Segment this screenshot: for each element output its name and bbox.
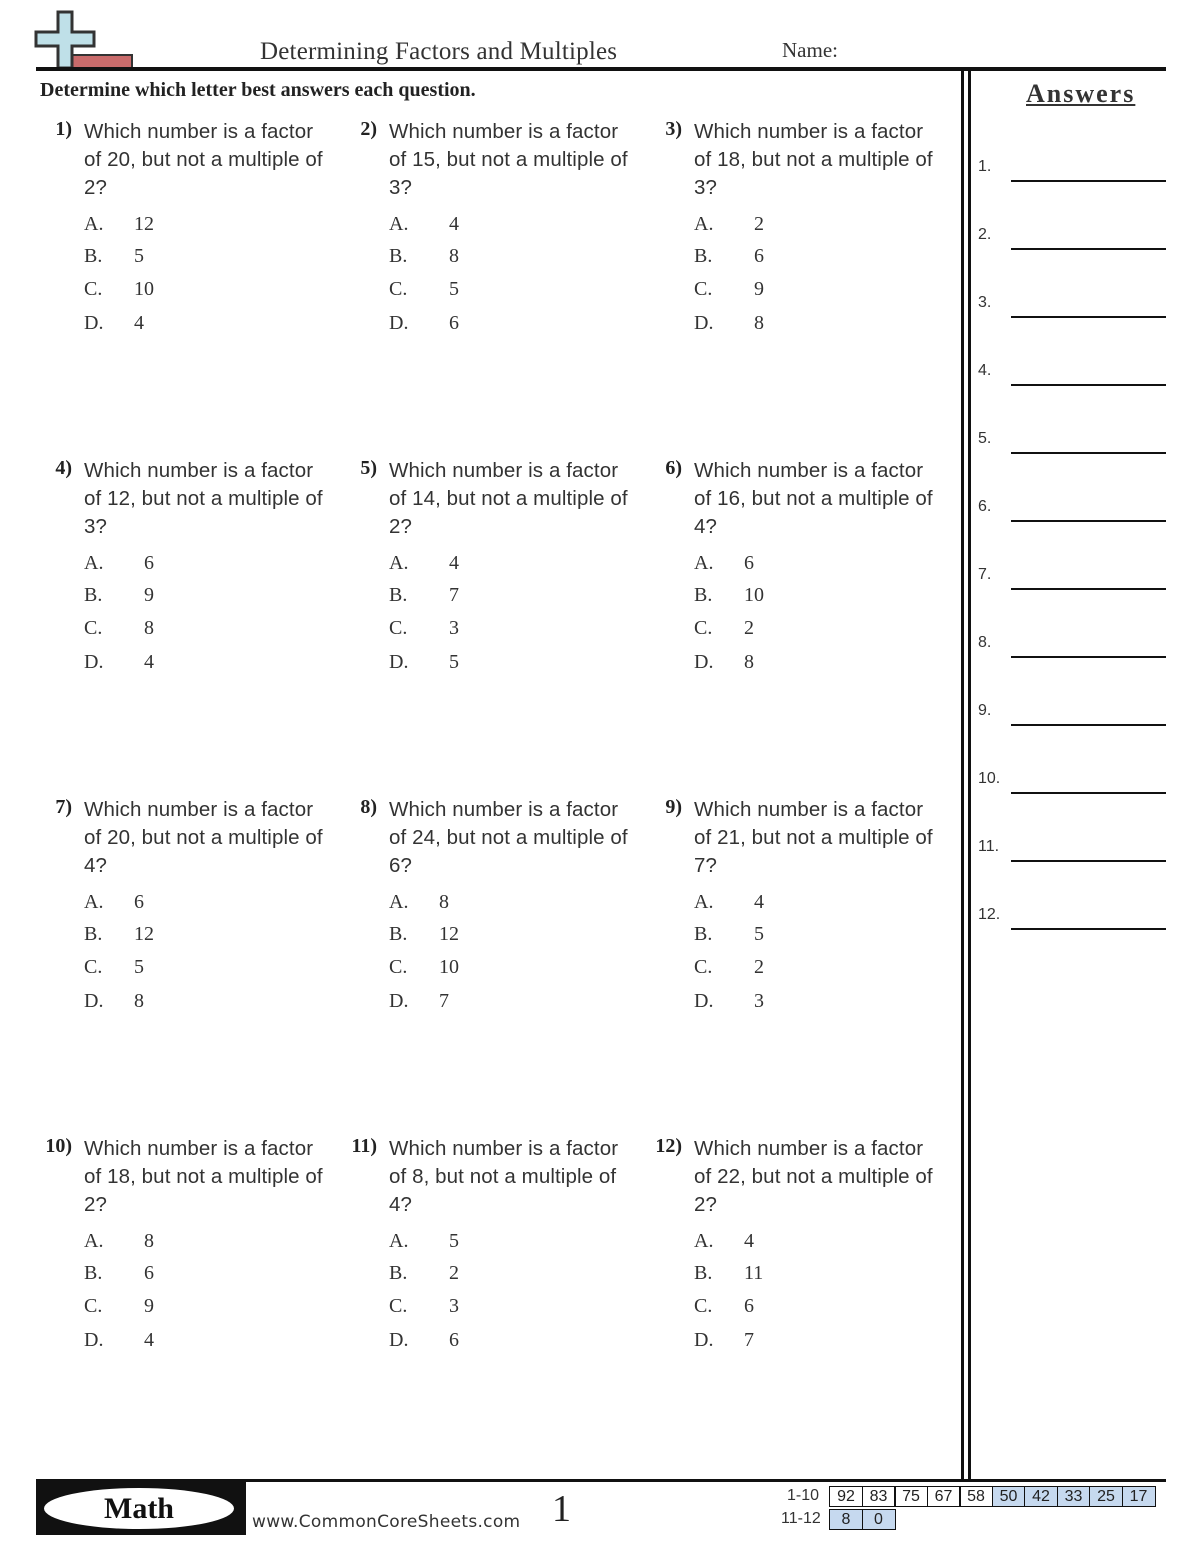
answer-option[interactable] <box>389 245 589 275</box>
option-value: 4 <box>134 312 144 334</box>
question-text: Which number is a factor of 16, but not a multiple of 4? <box>694 459 933 538</box>
option-value: 9 <box>754 278 764 300</box>
option-value: 11 <box>744 1262 764 1284</box>
option-value: 3 <box>449 1295 459 1317</box>
answer-option[interactable] <box>694 1262 894 1292</box>
score-cell: 92 <box>829 1486 863 1507</box>
question-text: Which number is a factor of 18, but not a multiple of 2? <box>84 1137 323 1216</box>
answer-option[interactable] <box>84 1230 284 1260</box>
answer-option[interactable] <box>389 278 589 308</box>
option-value: 5 <box>449 651 459 673</box>
answer-option[interactable] <box>84 891 284 921</box>
math-logo-icon <box>30 10 140 72</box>
question-number: 10) <box>45 1135 72 1157</box>
score-cell: 58 <box>959 1486 993 1507</box>
option-letter: C. <box>389 956 408 978</box>
option-letter: C. <box>84 617 103 639</box>
option-value: 6 <box>754 245 764 267</box>
page-number: 1 <box>552 1488 571 1530</box>
option-value: 6 <box>144 552 154 574</box>
answer-option[interactable] <box>389 990 589 1020</box>
option-letter: A. <box>389 1230 409 1252</box>
option-letter: B. <box>694 1262 713 1284</box>
option-letter: C. <box>694 617 713 639</box>
question-number: 4) <box>55 457 72 479</box>
question-number: 1) <box>55 118 72 140</box>
option-value: 3 <box>754 990 764 1012</box>
answer-option[interactable] <box>84 584 284 614</box>
option-letter: D. <box>389 1329 409 1351</box>
question-text: Which number is a factor of 12, but not a multiple of 3? <box>84 459 323 538</box>
option-value: 4 <box>449 213 459 235</box>
option-value: 3 <box>449 617 459 639</box>
option-letter: A. <box>389 552 409 574</box>
option-value: 8 <box>754 312 764 334</box>
score-cell: 42 <box>1024 1486 1058 1507</box>
answer-option[interactable] <box>694 213 894 243</box>
score-row-label: 1-10 <box>787 1487 820 1504</box>
option-letter: D. <box>389 312 409 334</box>
option-letter: C. <box>84 956 103 978</box>
question-text: Which number is a factor of 20, but not a multiple of 4? <box>84 798 323 877</box>
score-cell: 0 <box>862 1509 896 1530</box>
option-letter: D. <box>84 990 104 1012</box>
option-letter: D. <box>389 990 409 1012</box>
option-value: 5 <box>134 245 144 267</box>
option-letter: C. <box>84 1295 103 1317</box>
answer-option[interactable] <box>84 278 284 308</box>
question-text: Which number is a factor of 20, but not a multiple of 2? <box>84 120 323 199</box>
option-value: 8 <box>134 990 144 1012</box>
answer-option[interactable] <box>389 891 589 921</box>
answer-blank[interactable] <box>1011 860 1166 862</box>
option-letter: B. <box>389 923 408 945</box>
answer-option[interactable] <box>84 1329 284 1359</box>
answer-option[interactable] <box>694 245 894 275</box>
option-value: 6 <box>449 312 459 334</box>
answer-option[interactable] <box>389 651 589 681</box>
option-letter: A. <box>389 213 409 235</box>
answer-row <box>978 770 1168 800</box>
option-value: 7 <box>744 1329 754 1351</box>
option-value: 6 <box>449 1329 459 1351</box>
option-letter: A. <box>694 552 714 574</box>
score-cell: 33 <box>1057 1486 1091 1507</box>
score-cell: 25 <box>1089 1486 1123 1507</box>
option-letter: D. <box>694 1329 714 1351</box>
instructions: Determine which letter best answers each question. <box>40 79 476 101</box>
answer-option[interactable] <box>389 584 589 614</box>
question-text: Which number is a factor of 18, but not a multiple of 3? <box>694 120 933 199</box>
question-text: Which number is a factor of 15, but not a multiple of 3? <box>389 120 628 199</box>
option-letter: A. <box>694 1230 714 1252</box>
option-value: 7 <box>439 990 449 1012</box>
option-value: 5 <box>134 956 144 978</box>
answer-blank[interactable] <box>1011 452 1166 454</box>
option-value: 12 <box>134 213 154 235</box>
answer-blank[interactable] <box>1011 520 1166 522</box>
answer-option[interactable] <box>694 990 894 1020</box>
answer-row <box>978 294 1168 324</box>
page-title: Determining Factors and Multiples <box>260 38 618 65</box>
answer-option[interactable] <box>84 617 284 647</box>
option-letter: B. <box>389 1262 408 1284</box>
header-divider <box>36 67 1166 71</box>
answer-option[interactable] <box>84 990 284 1020</box>
question-text: Which number is a factor of 8, but not a multiple of 4? <box>389 1137 619 1216</box>
score-cell: 50 <box>992 1486 1026 1507</box>
answer-option[interactable] <box>694 1295 894 1325</box>
option-value: 2 <box>744 617 754 639</box>
answer-number: 7. <box>978 566 992 583</box>
option-letter: B. <box>389 245 408 267</box>
answer-number: 9. <box>978 702 992 719</box>
option-value: 7 <box>449 584 459 606</box>
answer-number: 2. <box>978 226 992 243</box>
answer-blank[interactable] <box>1011 724 1166 726</box>
option-letter: C. <box>694 1295 713 1317</box>
question-text: Which number is a factor of 22, but not a multiple of 2? <box>694 1137 933 1216</box>
answer-row <box>978 634 1168 664</box>
option-letter: B. <box>84 1262 103 1284</box>
answer-option[interactable] <box>389 213 589 243</box>
score-cell: 75 <box>894 1486 928 1507</box>
option-value: 4 <box>144 651 154 673</box>
score-cell: 8 <box>829 1509 863 1530</box>
answer-option[interactable] <box>84 923 284 953</box>
answer-option[interactable] <box>389 1262 589 1292</box>
question-number: 5) <box>360 457 377 479</box>
option-letter: B. <box>694 923 713 945</box>
option-letter: C. <box>694 278 713 300</box>
option-letter: A. <box>389 891 409 913</box>
answer-option[interactable] <box>389 1329 589 1359</box>
option-letter: D. <box>694 312 714 334</box>
option-letter: D. <box>84 651 104 673</box>
question-text: Which number is a factor of 21, but not a multiple of 7? <box>694 798 933 877</box>
option-letter: D. <box>389 651 409 673</box>
option-letter: C. <box>389 617 408 639</box>
answer-blank[interactable] <box>1011 180 1166 182</box>
option-value: 4 <box>144 1329 154 1351</box>
option-letter: C. <box>84 278 103 300</box>
answer-row <box>978 838 1168 868</box>
option-value: 4 <box>744 1230 754 1252</box>
option-value: 2 <box>754 213 764 235</box>
answer-option[interactable] <box>694 312 894 342</box>
answer-option[interactable] <box>694 651 894 681</box>
website-url: www.CommonCoreSheets.com <box>252 1512 521 1532</box>
answer-option[interactable] <box>694 552 894 582</box>
answer-option[interactable] <box>694 278 894 308</box>
option-letter: D. <box>694 990 714 1012</box>
answer-row <box>978 498 1168 528</box>
answer-number: 1. <box>978 158 992 175</box>
answer-row <box>978 430 1168 460</box>
answer-option[interactable] <box>84 312 284 342</box>
answer-option[interactable] <box>389 1295 589 1325</box>
answer-blank[interactable] <box>1011 928 1166 930</box>
answer-number: 6. <box>978 498 992 515</box>
option-letter: B. <box>84 923 103 945</box>
option-value: 8 <box>449 245 459 267</box>
option-letter: B. <box>84 584 103 606</box>
option-value: 4 <box>449 552 459 574</box>
answer-option[interactable] <box>389 617 589 647</box>
answer-option[interactable] <box>694 584 894 614</box>
answer-row <box>978 158 1168 188</box>
option-value: 8 <box>744 651 754 673</box>
option-value: 9 <box>144 1295 154 1317</box>
option-value: 10 <box>439 956 459 978</box>
answer-option[interactable] <box>389 923 589 953</box>
score-cell: 67 <box>927 1486 961 1507</box>
answer-option[interactable] <box>84 1262 284 1292</box>
option-letter: B. <box>694 245 713 267</box>
answer-option[interactable] <box>694 1230 894 1260</box>
question-text: Which number is a factor of 14, but not a multiple of 2? <box>389 459 628 538</box>
answer-option[interactable] <box>84 552 284 582</box>
answer-option[interactable] <box>694 923 894 953</box>
option-value: 9 <box>144 584 154 606</box>
answer-row <box>978 362 1168 392</box>
option-letter: B. <box>389 584 408 606</box>
question-number: 11) <box>351 1135 377 1157</box>
answer-option[interactable] <box>84 651 284 681</box>
question-number: 7) <box>55 796 72 818</box>
question-number: 2) <box>360 118 377 140</box>
option-letter: A. <box>84 213 104 235</box>
answer-option[interactable] <box>389 552 589 582</box>
score-cell: 83 <box>862 1486 896 1507</box>
subject-badge <box>36 1482 246 1535</box>
option-letter: A. <box>694 213 714 235</box>
option-letter: B. <box>84 245 103 267</box>
option-value: 8 <box>144 1230 154 1252</box>
answer-option[interactable] <box>694 891 894 921</box>
answer-number: 5. <box>978 430 992 447</box>
answer-option[interactable] <box>694 1329 894 1359</box>
score-row-label: 11-12 <box>781 1510 821 1527</box>
option-letter: A. <box>84 891 104 913</box>
option-value: 10 <box>134 278 154 300</box>
answers-heading: Answers <box>1026 79 1136 108</box>
option-letter: A. <box>84 552 104 574</box>
option-value: 6 <box>744 1295 754 1317</box>
answer-option[interactable] <box>84 245 284 275</box>
answer-number: 10. <box>978 770 1001 787</box>
option-letter: D. <box>694 651 714 673</box>
option-value: 12 <box>134 923 154 945</box>
question-number: 6) <box>665 457 682 479</box>
answer-option[interactable] <box>694 617 894 647</box>
option-letter: A. <box>694 891 714 913</box>
answer-row <box>978 226 1168 256</box>
answer-row <box>978 702 1168 732</box>
answer-option[interactable] <box>389 1230 589 1260</box>
option-letter: D. <box>84 312 104 334</box>
answer-option[interactable] <box>84 956 284 986</box>
answer-column-divider <box>961 71 964 1479</box>
option-letter: D. <box>84 1329 104 1351</box>
score-cell: 17 <box>1122 1486 1156 1507</box>
name-label: Name: <box>782 38 838 62</box>
answer-blank[interactable] <box>1011 248 1166 250</box>
answer-column-divider-inner <box>968 71 971 1479</box>
option-letter: C. <box>389 1295 408 1317</box>
answer-blank[interactable] <box>1011 384 1166 386</box>
answer-number: 4. <box>978 362 992 379</box>
option-value: 6 <box>134 891 144 913</box>
answer-option[interactable] <box>84 1295 284 1325</box>
answer-option[interactable] <box>694 956 894 986</box>
option-value: 8 <box>439 891 449 913</box>
question-text: Which number is a factor of 24, but not a multiple of 6? <box>389 798 628 877</box>
question-number: 3) <box>665 118 682 140</box>
option-value: 2 <box>754 956 764 978</box>
option-value: 4 <box>754 891 764 913</box>
question-number: 8) <box>360 796 377 818</box>
answer-number: 12. <box>978 906 1001 923</box>
answer-row <box>978 566 1168 596</box>
answer-number: 8. <box>978 634 992 651</box>
answer-blank[interactable] <box>1011 656 1166 658</box>
option-value: 12 <box>439 923 459 945</box>
answer-option[interactable] <box>389 312 589 342</box>
subject-label: Math <box>44 1488 234 1529</box>
option-letter: C. <box>694 956 713 978</box>
answer-blank[interactable] <box>1011 316 1166 318</box>
option-value: 6 <box>144 1262 154 1284</box>
answer-option[interactable] <box>84 213 284 243</box>
option-value: 2 <box>449 1262 459 1284</box>
option-value: 5 <box>449 1230 459 1252</box>
option-value: 5 <box>754 923 764 945</box>
answer-number: 11. <box>978 838 1000 855</box>
option-letter: C. <box>389 278 408 300</box>
option-value: 5 <box>449 278 459 300</box>
answer-blank[interactable] <box>1011 588 1166 590</box>
option-value: 10 <box>744 584 764 606</box>
option-value: 6 <box>744 552 754 574</box>
question-number: 9) <box>665 796 682 818</box>
answer-row <box>978 906 1168 936</box>
option-value: 8 <box>144 617 154 639</box>
answer-option[interactable] <box>389 956 589 986</box>
answer-number: 3. <box>978 294 992 311</box>
option-letter: B. <box>694 584 713 606</box>
option-letter: A. <box>84 1230 104 1252</box>
question-number: 12) <box>655 1135 682 1157</box>
answer-blank[interactable] <box>1011 792 1166 794</box>
